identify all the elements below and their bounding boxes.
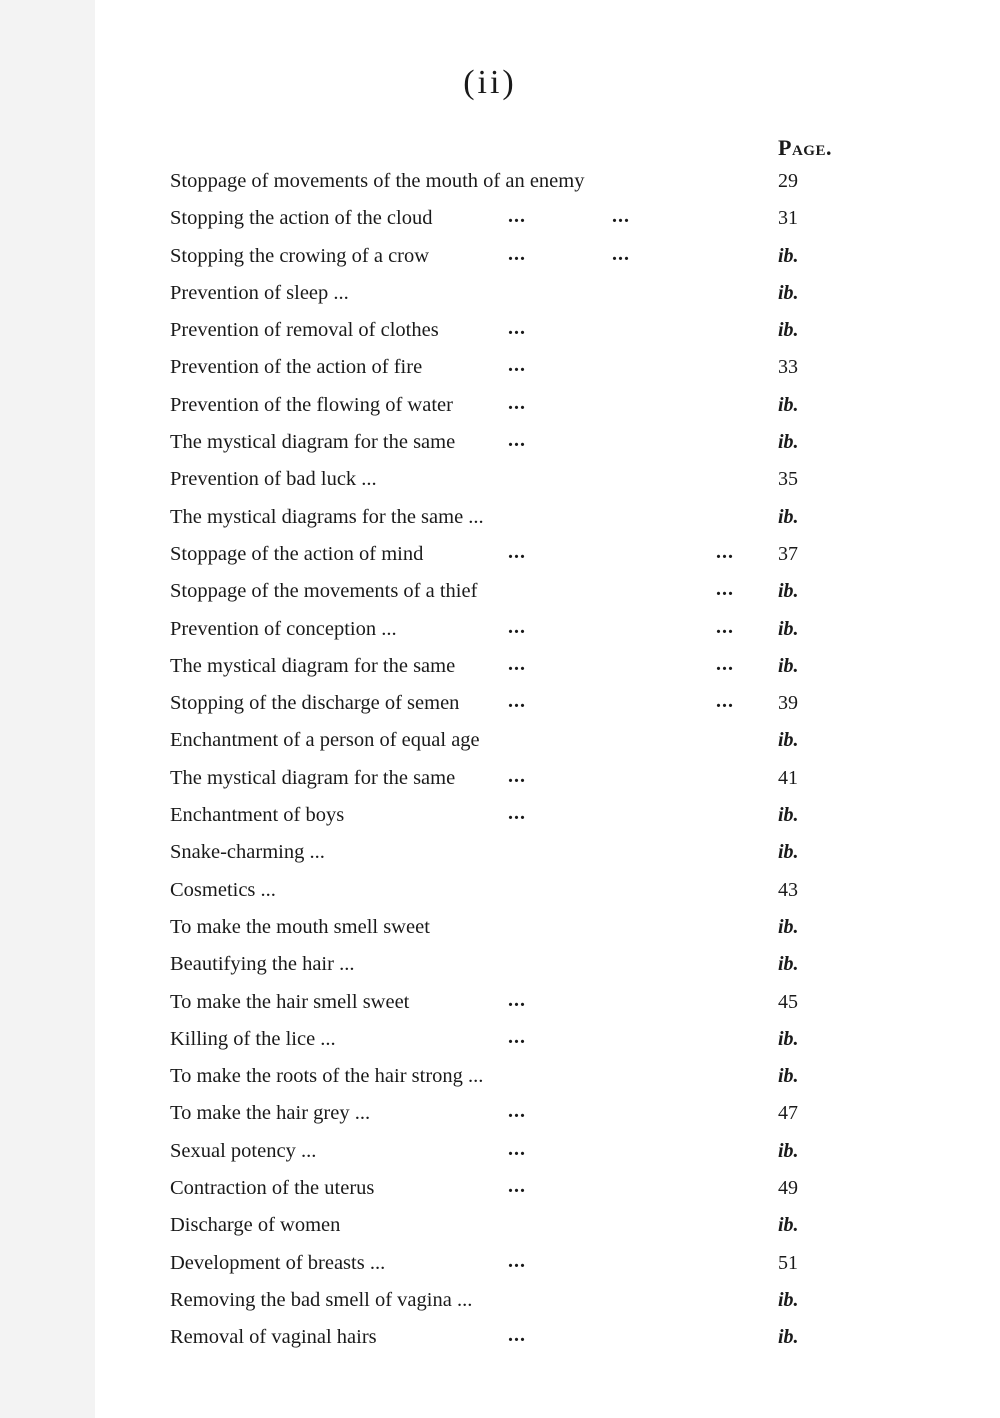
- toc-entry-page: 31: [778, 207, 798, 230]
- toc-entry: [0, 912, 1000, 949]
- toc-entry-title: The mystical diagram for the same: [170, 431, 456, 454]
- toc-leader-dots: ...: [716, 615, 734, 638]
- toc-entry-page: ib.: [778, 505, 799, 528]
- toc-entry-title: Prevention of the flowing of water: [170, 393, 453, 416]
- toc-entry: [0, 278, 1000, 315]
- toc-entry-page: ib.: [778, 654, 799, 677]
- table-of-contents: [0, 166, 1000, 1360]
- toc-leader-dots: ...: [508, 1249, 526, 1272]
- toc-entry-page: ib.: [778, 841, 799, 864]
- toc-entry: [0, 502, 1000, 539]
- toc-entry-page: ib.: [778, 1326, 799, 1349]
- toc-leader-dots: ...: [508, 802, 526, 825]
- toc-entry-page: ib.: [778, 729, 799, 752]
- toc-entry-title: Stopping the crowing of a crow: [170, 244, 430, 267]
- toc-entry: [0, 1024, 1000, 1061]
- toc-entry: [0, 837, 1000, 874]
- toc-entry-title: Enchantment of boys: [170, 804, 345, 827]
- toc-entry: [0, 1098, 1000, 1135]
- toc-entry-page: 37: [778, 542, 798, 565]
- toc-leader-dots: ...: [508, 1137, 526, 1160]
- toc-entry-title: Enchantment of a person of equal age: [170, 729, 480, 752]
- toc-leader-dots: ...: [508, 615, 526, 638]
- page-number: (ii): [463, 64, 517, 101]
- toc-entry: [0, 390, 1000, 427]
- toc-leader-dots: ...: [716, 578, 734, 601]
- toc-entry-title: To make the hair grey ...: [170, 1102, 371, 1125]
- toc-entry-title: Contraction of the uterus: [170, 1177, 375, 1200]
- toc-entry-page: ib.: [778, 393, 799, 416]
- toc-entry-page: 29: [778, 170, 798, 192]
- toc-entry-title: Development of breasts ...: [170, 1251, 386, 1274]
- toc-entry: [0, 1285, 1000, 1322]
- toc-entry-page: 39: [778, 692, 798, 715]
- toc-entry-title: Removal of vaginal hairs: [170, 1326, 377, 1349]
- toc-entry-title: Stopping of the discharge of semen: [170, 692, 460, 715]
- toc-entry: [0, 725, 1000, 762]
- toc-entry-page: ib.: [778, 431, 799, 454]
- toc-entry-page: ib.: [778, 617, 799, 640]
- toc-entry: [0, 1061, 1000, 1098]
- toc-entry: [0, 1210, 1000, 1247]
- toc-entry-title: To make the hair smell sweet: [170, 990, 410, 1013]
- toc-entry-title: Snake-charming ...: [170, 841, 325, 864]
- toc-entry-title: The mystical diagram for the same: [170, 654, 456, 677]
- toc-entry-page: ib.: [778, 319, 799, 342]
- toc-entry: [0, 241, 1000, 278]
- toc-entry-page: ib.: [778, 915, 799, 938]
- toc-entry-page: ib.: [778, 281, 799, 304]
- toc-entry-page: ib.: [778, 1288, 799, 1311]
- toc-entry-page: ib.: [778, 1214, 799, 1237]
- toc-leader-dots: ...: [508, 242, 526, 265]
- toc-entry-title: Prevention of bad luck ...: [170, 468, 377, 491]
- toc-leader-dots: ...: [508, 988, 526, 1011]
- toc-entry: [0, 315, 1000, 352]
- toc-leader-dots: ...: [508, 540, 526, 563]
- toc-entry: [0, 1248, 1000, 1285]
- toc-entry: [0, 166, 1000, 203]
- toc-entry-title: Prevention of sleep ...: [170, 281, 349, 304]
- toc-entry: [0, 987, 1000, 1024]
- toc-entry-page: 49: [778, 1177, 798, 1200]
- toc-entry-title: Killing of the lice ...: [170, 1027, 336, 1050]
- toc-entry-page: 33: [778, 356, 798, 379]
- toc-entry: [0, 763, 1000, 800]
- toc-entry-page: 45: [778, 990, 798, 1013]
- toc-entry-title: Discharge of women: [170, 1214, 341, 1237]
- toc-entry-page: ib.: [778, 580, 799, 603]
- toc-entry: [0, 576, 1000, 613]
- toc-entry: [0, 539, 1000, 576]
- toc-entry-title: To make the mouth smell sweet: [170, 915, 430, 938]
- toc-entry: [0, 949, 1000, 986]
- toc-leader-dots: ...: [508, 690, 526, 713]
- toc-entry: [0, 203, 1000, 240]
- toc-entry-title: Stoppage of the movements of a thief: [170, 580, 478, 603]
- toc-leader-dots: ...: [508, 1025, 526, 1048]
- toc-entry-page: ib.: [778, 1065, 799, 1088]
- toc-entry-page: ib.: [778, 1027, 799, 1050]
- toc-entry: [0, 800, 1000, 837]
- toc-entry-title: Stoppage of movements of the mouth of an enemy: [170, 170, 585, 192]
- toc-entry-page: 35: [778, 468, 798, 491]
- toc-entry: [0, 352, 1000, 389]
- toc-entry-title: To make the roots of the hair strong ...: [170, 1065, 484, 1088]
- toc-leader-dots: ...: [508, 1175, 526, 1198]
- toc-leader-dots: ...: [508, 652, 526, 675]
- toc-entry: [0, 1322, 1000, 1359]
- toc-entry: [0, 614, 1000, 651]
- toc-entry: [0, 1136, 1000, 1173]
- toc-entry: [0, 688, 1000, 725]
- toc-entry: [0, 464, 1000, 501]
- toc-entry-title: Stopping the action of the cloud: [170, 207, 433, 230]
- toc-entry-page: ib.: [778, 804, 799, 827]
- toc-leader-dots: ...: [508, 429, 526, 452]
- toc-entry-page: ib.: [778, 1139, 799, 1162]
- toc-entry-title: Prevention of removal of clothes: [170, 319, 439, 342]
- toc-leader-dots: ...: [508, 354, 526, 377]
- toc-entry-title: Prevention of the action of fire: [170, 356, 423, 379]
- toc-entry: [0, 651, 1000, 688]
- toc-leader-dots: ...: [508, 391, 526, 414]
- toc-leader-dots: ...: [716, 652, 734, 675]
- toc-leader-dots: ...: [508, 1100, 526, 1123]
- toc-entry: [0, 427, 1000, 464]
- toc-entry: [0, 1173, 1000, 1210]
- toc-leader-dots: ...: [612, 205, 630, 228]
- toc-leader-dots: ...: [508, 205, 526, 228]
- toc-entry-page: ib.: [778, 953, 799, 976]
- toc-entry-title: Stoppage of the action of mind: [170, 542, 424, 565]
- toc-entry-page: ib.: [778, 244, 799, 267]
- toc-entry: [0, 875, 1000, 912]
- toc-entry-page: 41: [778, 766, 798, 789]
- toc-entry-title: Sexual potency ...: [170, 1139, 317, 1162]
- toc-leader-dots: ...: [612, 242, 630, 265]
- toc-entry-page: 43: [778, 878, 798, 901]
- toc-entry-title: The mystical diagram for the same: [170, 766, 456, 789]
- toc-entry-title: Prevention of conception ...: [170, 617, 397, 640]
- toc-entry-title: The mystical diagrams for the same ...: [170, 505, 484, 528]
- toc-entry-page: 47: [778, 1102, 798, 1125]
- page-column-header: Page.: [778, 135, 832, 160]
- toc-leader-dots: ...: [716, 690, 734, 713]
- toc-leader-dots: ...: [508, 317, 526, 340]
- toc-entry-title: Removing the bad smell of vagina ...: [170, 1288, 473, 1311]
- toc-entry-title: Beautifying the hair ...: [170, 953, 355, 976]
- toc-leader-dots: ...: [716, 540, 734, 563]
- toc-entry-page: 51: [778, 1251, 798, 1274]
- toc-entry-title: Cosmetics ...: [170, 878, 276, 901]
- toc-leader-dots: ...: [508, 1324, 526, 1347]
- toc-leader-dots: ...: [508, 764, 526, 787]
